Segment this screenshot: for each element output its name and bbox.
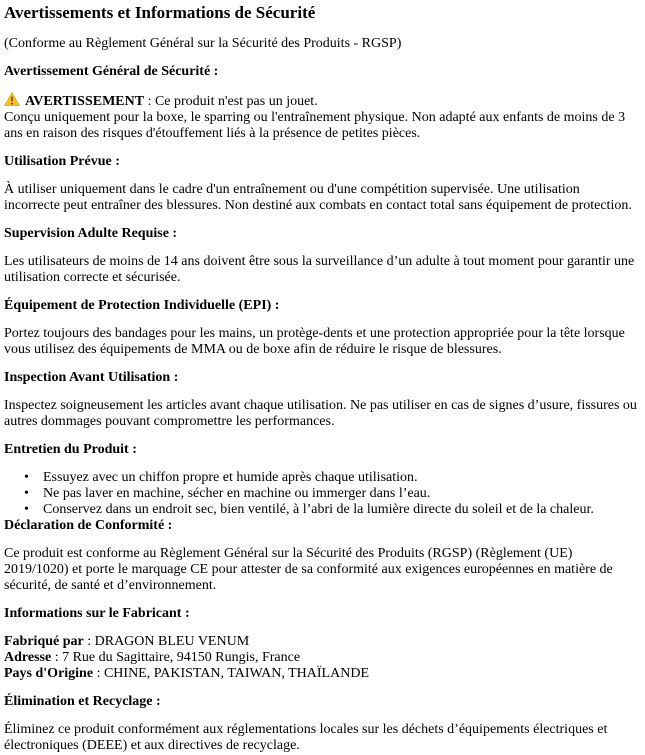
section-heading-general: Avertissement Général de Sécurité : — [4, 64, 219, 79]
list-item: • Conservez dans un endroit sec, bien ventilé, à l’abri de la lumière directe du soleil et de la chaleur. — [4, 502, 637, 518]
usage-paragraph: À utiliser uniquement dans le cadre d'un entraînement ou d'une compétition supervisée. Une utilisation incorrecte peut entraîner des blessures. Non destiné aux combats en contact total sans équipement de protection. — [4, 182, 632, 213]
section-heading-conformity: Déclaration de Conformité : — [4, 518, 173, 533]
manufacturer-label: Fabriqué par — [4, 634, 84, 649]
section-heading-inspection: Inspection Avant Utilisation : — [4, 370, 179, 385]
conformity-paragraph: Ce produit est conforme au Règlement Général sur la Sécurité des Produits (RGSP) (Règlement (UE) 2019/1020) et porte le marquage CE pour attester de sa conformité aux exigences européennes en matière de sécurité, de santé et d’environnement. — [4, 546, 613, 593]
general-warning-body: Conçu uniquement pour la boxe, le sparring ou l'entraînement physique. Non adapté aux enfants de moins de 3 ans en raison des risques d'étouffement liés à la présence de petites pièces. — [4, 110, 626, 141]
list-item: • Ne pas laver en machine, sécher en machine ou immerger dans l’eau. — [4, 486, 637, 502]
manufacturer-line — [4, 650, 300, 665]
maintenance-list — [4, 470, 637, 518]
section-heading-recycling: Élimination et Recyclage : — [4, 694, 161, 709]
warning-text: : Ce produit n'est pas un jouet. — [144, 94, 318, 109]
origin-value: : CHINE, PAKISTAN, TAIWAN, THAÏLANDE — [93, 666, 369, 681]
section-heading-manufacturer: Informations sur le Fabricant : — [4, 606, 190, 621]
epi-paragraph: Portez toujours des bandages pour les mains, un protège-dents et une protection appropriée pour la tête lorsque vous utilisez des équipements de MMA ou de boxe afin de réduire le risque de blessures. — [4, 326, 625, 357]
general-warning-paragraph — [4, 92, 637, 142]
manufacturer-value: : DRAGON BLEU VENUM — [83, 634, 250, 649]
address-label: Adresse — [4, 650, 52, 665]
manufacturer-line — [4, 634, 249, 649]
warning-label: AVERTISSEMENT — [25, 94, 145, 109]
page-title: Avertissements et Informations de Sécurité — [4, 3, 316, 22]
recycling-paragraph: Éliminez ce produit conformément aux réglementations locales sur les déchets d’équipements électriques et électroniques (DEEE) et aux directives de recyclage. — [4, 722, 608, 753]
warning-icon — [4, 92, 20, 106]
list-item: • Essuyez avec un chiffon propre et humide après chaque utilisation. — [4, 470, 637, 486]
manufacturer-paragraph — [4, 634, 637, 682]
section-heading-maintenance: Entretien du Produit : — [4, 442, 137, 457]
section-heading-supervision: Supervision Adulte Requise : — [4, 226, 178, 241]
section-heading-epi: Équipement de Protection Individuelle (EPI) : — [4, 298, 280, 313]
subtitle: (Conforme au Règlement Général sur la Sécurité des Produits - RGSP) — [4, 36, 402, 51]
address-value: : 7 Rue du Sagittaire, 94150 Rungis, France — [51, 650, 301, 665]
section-heading-usage: Utilisation Prévue : — [4, 154, 120, 169]
inspection-paragraph: Inspectez soigneusement les articles avant chaque utilisation. Ne pas utiliser en cas de signes d’usure, fissures ou autres dommages pouvant compromettre les performances. — [4, 398, 637, 429]
safety-document — [4, 3, 637, 754]
manufacturer-line — [4, 666, 369, 681]
origin-label: Pays d'Origine — [4, 666, 94, 681]
supervision-paragraph: Les utilisateurs de moins de 14 ans doivent être sous la surveillance d’un adulte à tout moment pour garantir une utilisation correcte et sécurisée. — [4, 254, 635, 285]
